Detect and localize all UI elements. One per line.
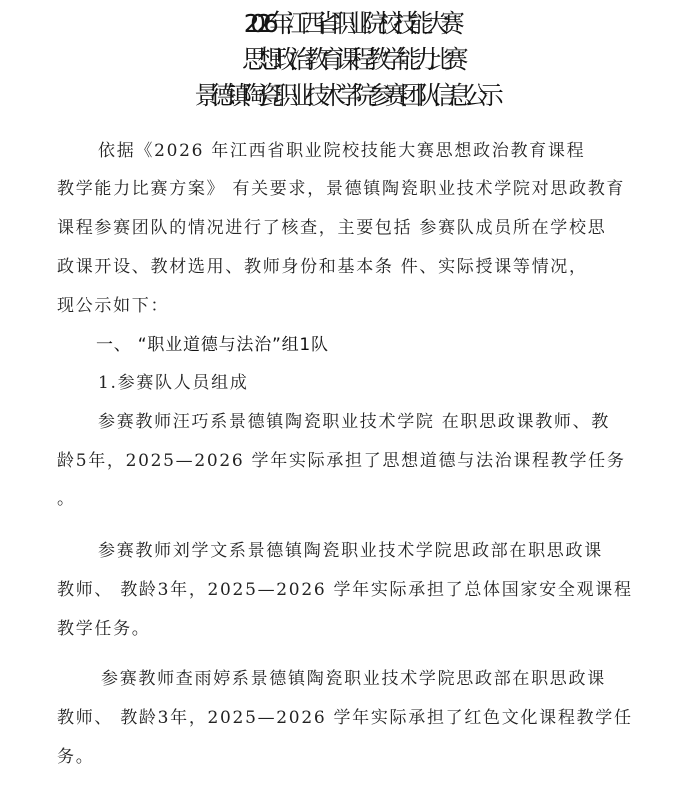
- intro-line-4: 政课开设、教材选用、教师身份和基本条 件、实际授课等情况，: [57, 257, 588, 277]
- teacher-2-line-3: 教学任务。: [57, 619, 151, 639]
- intro-line-3: 课程参赛团队的情况进行了核查，主要包括 参赛队成员所在学校思: [57, 218, 607, 238]
- teacher-3-line-3: 务。: [57, 747, 95, 767]
- section-subheading: 1.参赛队人员组成: [98, 373, 249, 393]
- teacher-1-line-3: 。: [57, 489, 76, 509]
- teacher-1-line-1: 参赛教师汪巧系景德镇陶瓷职业技术学院 在职思政课教师、教: [98, 412, 611, 432]
- section-heading: 一、 “职业道德与法治”组1队: [96, 335, 329, 355]
- title-line-3: 景德镇陶瓷职业技术学院参赛团队信息公示: [194, 81, 495, 110]
- intro-line-1: 依据《2026 年江西省职业院校技能大赛思想政治教育课程: [98, 141, 586, 161]
- intro-line-5: 现公示如下：: [57, 296, 170, 316]
- teacher-2-line-2: 教师、 教龄3年，2025—2026 学年实际承担了总体国家安全观课程: [57, 580, 633, 600]
- title-line-1: 2026年江西省职业院校技能大赛: [243, 9, 456, 38]
- teacher-3-line-1: 参赛教师查雨婷系景德镇陶瓷职业技术学院思政部在职思政课: [101, 669, 606, 689]
- teacher-3-line-2: 教师、 教龄3年，2025—2026 学年实际承担了红色文化课程教学任: [57, 708, 633, 728]
- teacher-1-line-2: 龄5年，2025—2026 学年实际承担了思想道德与法治课程教学任务: [57, 451, 626, 471]
- title-line-2: 思想政治教育课程教学能力比赛: [241, 45, 459, 74]
- teacher-2-line-1: 参赛教师刘学文系景德镇陶瓷职业技术学院思政部在职思政课: [98, 541, 603, 561]
- intro-line-2: 教学能力比赛方案》 有关要求，景德镇陶瓷职业技术学院对思政教育: [57, 179, 626, 199]
- document-title: [0, 6, 689, 114]
